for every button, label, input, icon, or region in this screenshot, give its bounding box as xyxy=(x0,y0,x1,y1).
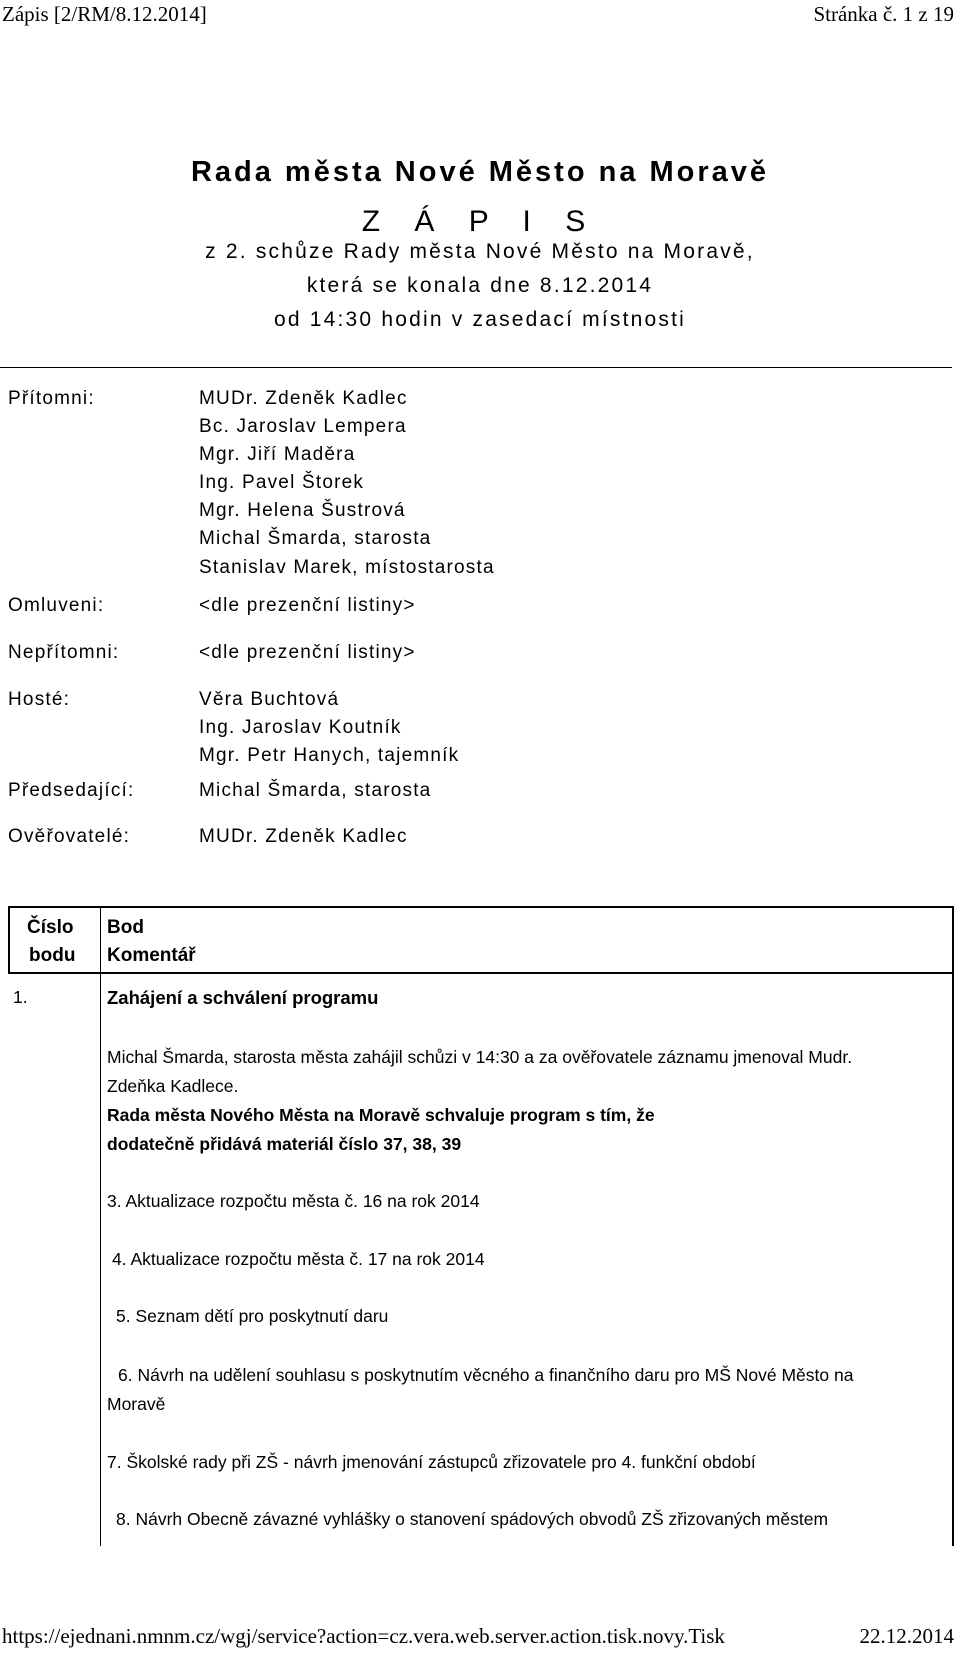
resolution-text: dodatečně přidává materiál číslo 37, 38, 39 xyxy=(107,1134,462,1154)
present-member: MUDr. Zdeněk Kadlec xyxy=(199,388,408,409)
table-left-border xyxy=(8,906,10,973)
header-divider xyxy=(0,367,952,368)
resolution-text: Rada města Nového Města na Moravě schvaluje program s tím, že xyxy=(107,1105,655,1125)
verifiers-value: MUDr. Zdeněk Kadlec xyxy=(199,826,408,847)
table-header-bottom-border xyxy=(8,972,954,974)
col-item-header: Bod xyxy=(107,917,144,938)
guest-name: Věra Buchtová xyxy=(199,689,340,710)
meeting-subtitle-line2: která se konala dne 8.12.2014 xyxy=(306,274,654,297)
present-member: Michal Šmarda, starosta xyxy=(199,528,432,549)
item-title: Zahájení a schválení programu xyxy=(107,987,379,1008)
present-member: Bc. Jaroslav Lempera xyxy=(199,416,407,437)
guest-name: Ing. Jaroslav Koutník xyxy=(199,717,402,738)
present-label: Přítomni: xyxy=(8,388,95,409)
absent-value: <dle prezenční listiny> xyxy=(199,642,416,663)
verifiers-label: Ověřovatelé: xyxy=(8,826,131,847)
present-member: Mgr. Jiří Maděra xyxy=(199,444,356,465)
table-top-border xyxy=(8,906,954,908)
present-member: Stanislav Marek, místostarosta xyxy=(199,557,495,578)
guests-label: Hosté: xyxy=(8,689,71,710)
agenda-item: 4. Aktualizace rozpočtu města č. 17 na rok 2014 xyxy=(112,1249,485,1269)
meeting-subtitle-line1: z 2. schůze Rady města Nové Město na Moravě, xyxy=(205,240,755,263)
col-number-header: Číslo xyxy=(27,917,74,938)
excused-value: <dle prezenční listiny> xyxy=(199,595,416,616)
present-member: Ing. Pavel Štorek xyxy=(199,472,365,493)
print-header-page-number: Stránka č. 1 z 19 xyxy=(813,2,954,26)
present-member: Mgr. Helena Šustrová xyxy=(199,500,406,521)
item-comment: Zdeňka Kadlece. xyxy=(107,1076,239,1096)
agenda-item: 6. Návrh na udělení souhlasu s poskytnutím věcného a finančního daru pro MŠ Nové Město na xyxy=(118,1365,854,1385)
agenda-item: 5. Seznam dětí pro poskytnutí daru xyxy=(116,1306,389,1326)
col-number-header: bodu xyxy=(29,945,76,966)
excused-label: Omluveni: xyxy=(8,595,105,616)
item-comment: Michal Šmarda, starosta města zahájil schůzi v 14:30 a za ověřovatele záznamu jmenoval Mudr. xyxy=(107,1047,853,1067)
agenda-item: Moravě xyxy=(107,1394,166,1414)
meeting-subtitle-line3: od 14:30 hodin v zasedací místnosti xyxy=(273,308,687,331)
absent-label: Nepřítomni: xyxy=(8,642,120,663)
guest-name: Mgr. Petr Hanych, tajemník xyxy=(199,745,460,766)
agenda-item: 8. Návrh Obecně závazné vyhlášky o stanovení spádových obvodů ZŠ zřizovaných městem xyxy=(116,1509,829,1529)
council-title: Rada města Nové Město na Moravě xyxy=(190,156,770,188)
print-footer-url: https://ejednani.nmnm.cz/wgj/service?action=cz.vera.web.server.action.tisk.novy.Tisk xyxy=(2,1624,725,1648)
print-header-title: Zápis [2/RM/8.12.2014] xyxy=(2,2,207,26)
item-number: 1. xyxy=(13,987,28,1007)
agenda-item: 3. Aktualizace rozpočtu města č. 16 na rok 2014 xyxy=(107,1191,480,1211)
agenda-item: 7. Školské rady při ZŠ - návrh jmenování zástupců zřizovatele pro 4. funkční období xyxy=(107,1452,756,1472)
chair-value: Michal Šmarda, starosta xyxy=(199,780,432,801)
table-right-border xyxy=(952,906,954,1546)
table-column-divider xyxy=(100,906,101,1546)
chair-label: Předsedající: xyxy=(8,780,135,801)
document-type-heading: Z Á P I S xyxy=(361,205,599,238)
col-item-header: Komentář xyxy=(107,945,196,966)
print-footer-date: 22.12.2014 xyxy=(859,1624,954,1648)
